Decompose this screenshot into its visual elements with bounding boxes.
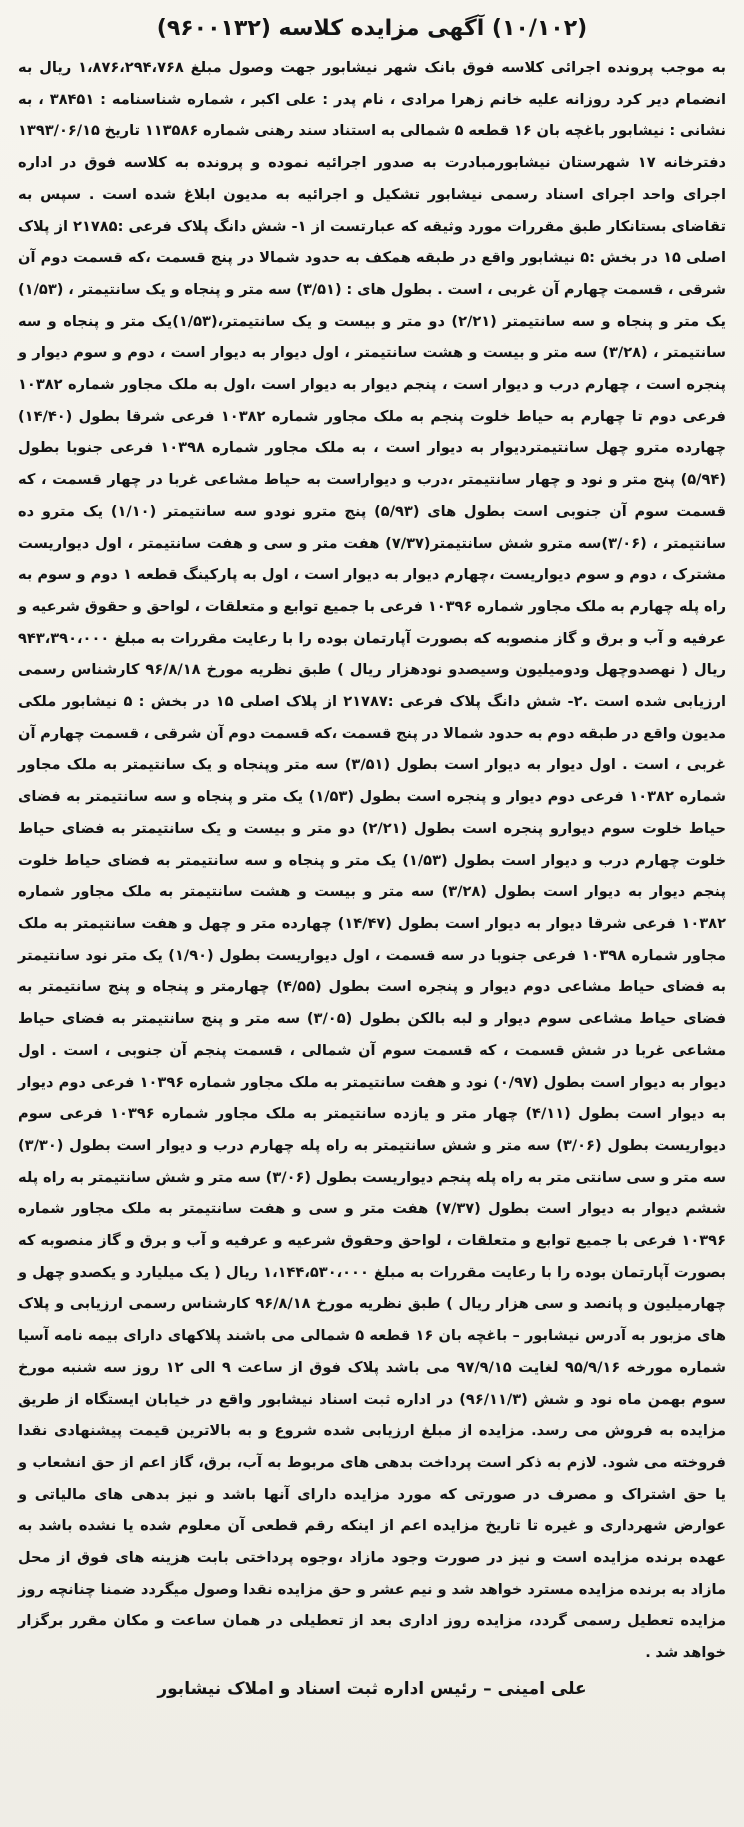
stamp-mark-icon	[14, 1811, 104, 1825]
notice-title: (۱۰/۱۰۲) آگهی مزایده کلاسه (۹۶۰۰۱۳۲)	[156, 16, 588, 41]
notice-body: به موجب پرونده اجرائی کلاسه فوق بانک شهر نیشابور جهت وصول مبلغ ۱،۸۷۶،۲۹۴،۷۶۸ ریال به انضمام دیر کرد روزانه علیه خانم زهرا مرادی ، نام پدر : علی اکبر ، شماره شناسنامه : ۳۸۴۵۱ ، به نشانی : نیشابور باغچه بان ۱۶ قطعه ۵ شمالی به استناد سند رهنی شماره ۱۱۳۵۸۶ تاریخ ۱۳۹۳/۰۶/۱۵ دفترخانه ۱۷ شهرستان نیشابورمبادرت به صدور اجرائیه نموده و پرونده به کلاسه فوق در اداره اجرای واحد اجرای اسناد رسمی نیشابور تشکیل و اجرائیه به مدیون ابلاغ شده است . سپس به تقاضای بستانکار طبق مقررات مورد وثیقه که عبارتست از ۱- شش دانگ پلاک فرعی :۲۱۷۸۵ از پلاک اصلی ۱۵ در بخش :۵ نیشابور واقع در طبقه همکف به حدود شمالا در پنج قسمت ،که قسمت دوم آن شرقی ، قسمت چهارم آن غربی ، است . بطول های : (۳/۵۱) سه متر و پنجاه و یک سانتیمتر ، (۱/۵۳) یک متر و پنجاه و سه سانتیمتر (۲/۲۱) دو متر و بیست و یک سانتیمتر،(۱/۵۳)یک متر و پنجاه و سه سانتیمتر ، (۳/۲۸) سه متر و بیست و هشت سانتیمتر ، اول دیوار به دیوار است ، دوم و سوم دیوار و پنجره است ، چهارم درب و دیوار است ، پنجم دیوار به دیوار است ،اول به ملک مجاور شماره ۱۰۳۸۲ فرعی دوم تا چهارم به حیاط خلوت پنجم به ملک مجاور شماره ۱۰۳۸۲ فرعی شرقا بطول (۱۴/۴۰) چهارده مترو چهل سانتیمتردیوار به دیوار است ، به ملک مجاور شماره ۱۰۳۹۸ فرعی جنوبا بطول (۵/۹۴) پنج متر و نود و چهار سانتیمتر ،درب و دیواراست به حیاط مشاعی غربا در چهار قسمت ، که قسمت سوم آن جنوبی است بطول های (۵/۹۳) پنج مترو نودو سه سانتیمتر (۱/۱۰) یک مترو ده سانتیمتر ، (۳/۰۶)سه مترو شش سانتیمتر(۷/۳۷) هفت متر و سی و هفت سانتیمتر ، اول دیواریست مشترک ، دوم و سوم دیواریست ،چهارم دیوار به دیوار است ، اول به پارکینگ قطعه ۱ دوم و سوم به راه پله چهارم به ملک مجاور شماره ۱۰۳۹۶ فرعی با جمیع توابع و متعلقات ، لواحق و حقوق شرعیه و عرفیه و آب و برق و گاز منصوبه که بصورت آپارتمان بوده را با رعایت مقررات به مبلغ ۹۴۳،۳۹۰،۰۰۰ ریال ( نهصدوچهل ودومیلیون وسیصدو نودهزار ریال ) طبق نظریه مورخ ۹۶/۸/۱۸ کارشناس رسمی ارزیابی شده است .۲- شش دانگ پلاک فرعی :۲۱۷۸۷ از پلاک اصلی ۱۵ در بخش : ۵ نیشابور ملکی مدیون واقع در طبقه دوم به حدود شمالا در پنج قسمت ،که قسمت دوم آن شرقی ، قسمت چهارم آن غربی ، است . اول دیوار به دیوار است بطول (۳/۵۱) سه متر وپنجاه و یک سانتیمتر به ملک مجاور شماره ۱۰۳۸۲ فرعی دوم دیوار و پنجره است بطول (۱/۵۳) یک متر و پنجاه و سه سانتیمتر به فضای حیاط خلوت سوم دیوارو پنجره است بطول (۲/۲۱) دو متر و بیست و یک سانتیمتر به فضای حیاط خلوت چهارم درب و دیوار است بطول (۱/۵۳) یک متر و پنجاه و سه سانتیمتر به فضای حیاط خلوت پنجم دیوار به دیوار است بطول (۳/۲۸) سه متر و بیست و هشت سانتیمتر به ملک مجاور شماره ۱۰۳۸۲ فرعی شرقا دیوار به دیوار است بطول (۱۴/۴۷) چهارده متر و چهل و هفت سانتیمتر به ملک مجاور شماره ۱۰۳۹۸ فرعی جنوبا در سه قسمت ، اول دیواریست بطول (۱/۹۰) یک متر نود سانتیمتر به فضای حیاط مشاعی دوم دیوار و پنجره است بطول (۴/۵۵) چهارمتر و پنجاه و پنج سانتیمتر به فضای حیاط مشاعی سوم دیوار و لبه بالکن بطول (۳/۰۵) سه متر و پنج سانتیمتر به فضای حیاط مشاعی غربا در شش قسمت ، که قسمت سوم آن شمالی ، قسمت پنجم آن جنوبی ، است . اول دیوار به دیوار است بطول (۰/۹۷) نود و هفت سانتیمتر به ملک مجاور شماره ۱۰۳۹۶ فرعی دوم دیوار به دیوار است بطول (۴/۱۱) چهار متر و یازده سانتیمتر به ملک مجاور شماره ۱۰۳۹۶ فرعی سوم دیواریست بطول (۳/۰۶) سه متر و شش سانتیمتر به راه پله چهارم درب و دیوار است بطول (۳/۳۰) سه متر و سی سانتی متر به راه پله پنجم دیواریست بطول (۳/۰۶) سه متر و شش سانتیمتر به راه پله ششم دیوار به دیوار است بطول (۷/۳۷) هفت متر و سی و هفت سانتیمتر به ملک مجاور شماره ۱۰۳۹۶ فرعی با جمیع توابع و متعلقات ، لواحق وحقوق شرعیه و عرفیه و آب و برق و گاز منصوبه که بصورت آپارتمان بوده را با رعایت مقررات به مبلغ ۱،۱۴۴،۵۳۰،۰۰۰ ریال ( یک میلیارد و یکصدو چهل و چهارمیلیون و پانصد و سی هزار ریال ) طبق نظریه مورخ ۹۶/۸/۱۸ کارشناس رسمی ارزیابی و پلاک های مزبور به آدرس نیشابور – باغچه بان ۱۶ قطعه ۵ شمالی می باشند پلاکهای دارای بیمه نامه آسیا شماره مورخه ۹۵/۹/۱۶ لغایت ۹۷/۹/۱۵ می باشد پلاک فوق از ساعت ۹ الی ۱۲ روز سه شنبه مورخ سوم بهمن ماه نود و شش (۹۶/۱۱/۳) در اداره ثبت اسناد نیشابور واقع در خیابان ایستگاه از طریق مزایده به فروش می رسد. مزایده از مبلغ ارزیابی شده شروع و به بالاترین قیمت پیشنهادی نقدا فروخته می شود. لازم به ذکر است پرداخت بدهی های مربوط به آب، برق، گاز اعم از حق انشعاب و یا حق اشتراک و مصرف در صورتی که مورد مزایده دارای آنها باشد و نیز بدهی های مالیاتی و عوارض شهرداری و غیره تا تاریخ مزایده اعم از اینکه رقم قطعی آن معلوم شده یا نشده باشد به عهده برنده مزایده است و نیز در صورت وجود مازاد ،وجوه پرداختی بابت هزینه های فوق از محل مازاد به برنده مزایده مسترد خواهد شد و نیم عشر و حق مزایده نقدا وصول میگردد ضمنا چنانچه روز مزایده تعطیل رسمی گردد، مزایده روز اداری بعد از تعطیلی در همان ساعت و مکان مقرر برگزار خواهد شد .	[18, 59, 727, 1662]
signature-line: علی امینی – رئیس اداره ثبت اسناد و املاک نیشابور	[157, 1678, 587, 1699]
